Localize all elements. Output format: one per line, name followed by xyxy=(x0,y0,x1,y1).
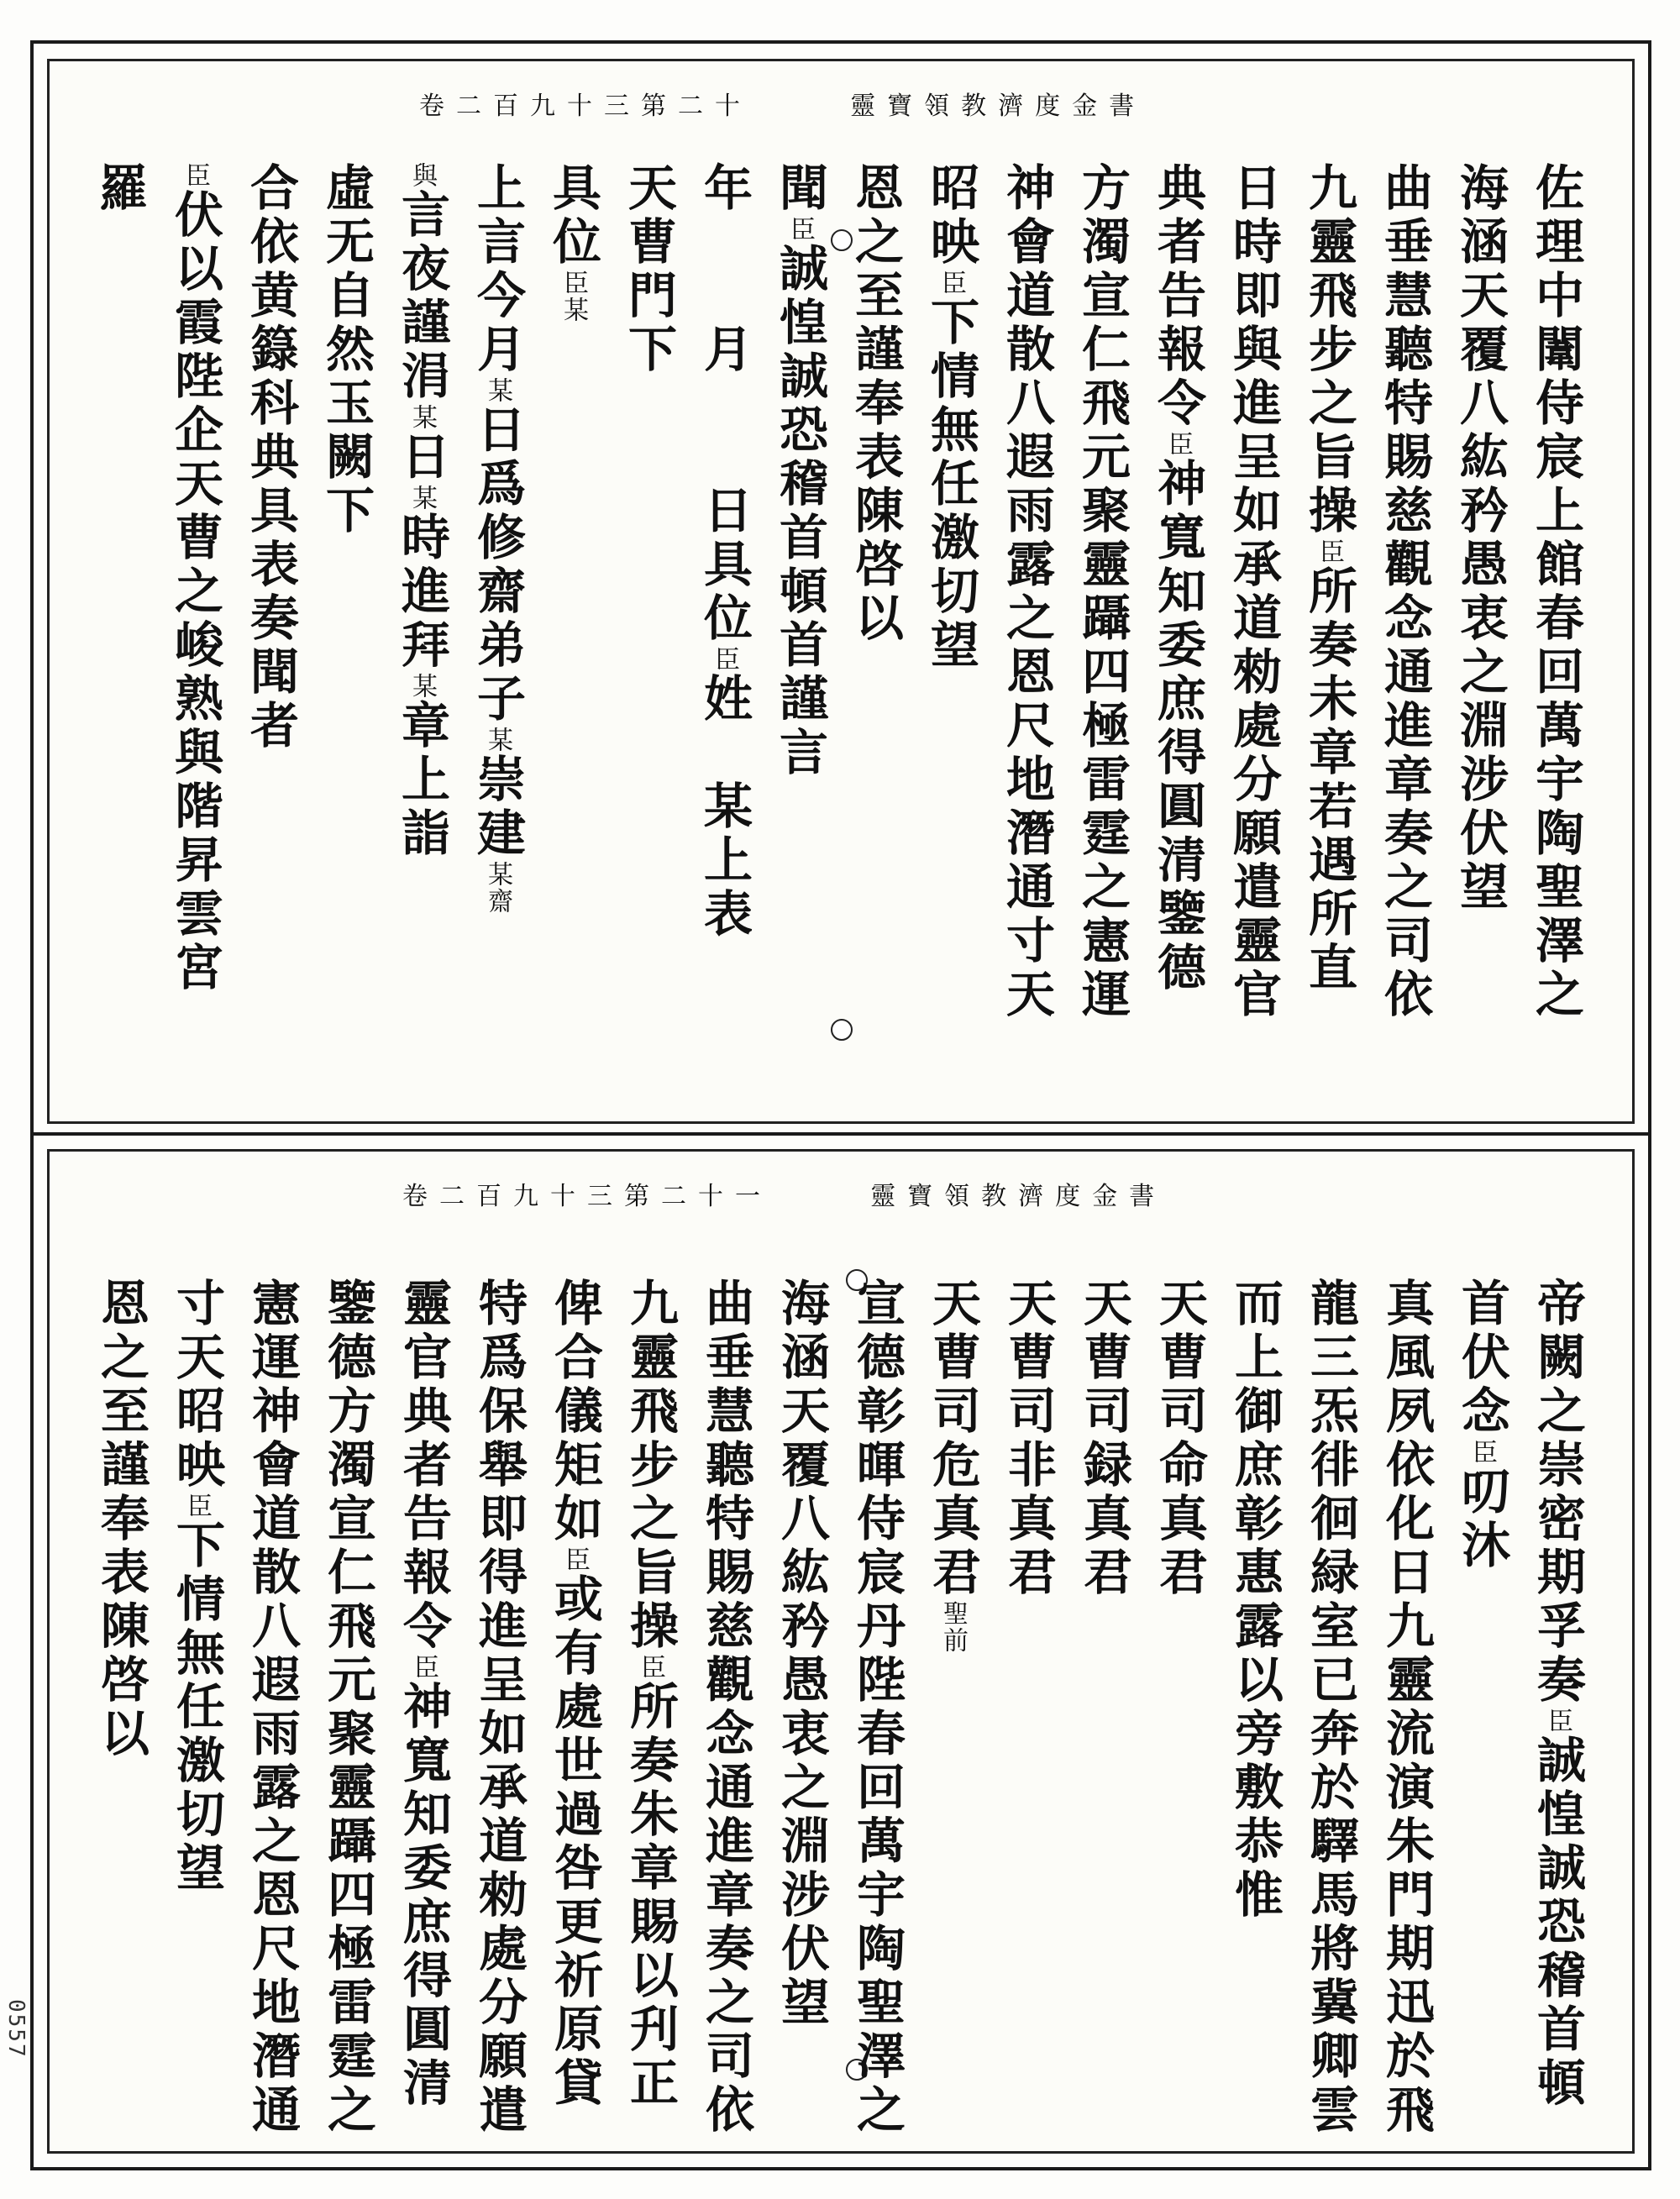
column-note: 某 xyxy=(407,485,437,512)
bottom-page xyxy=(47,1149,1635,2154)
column-text: 海涵天覆八紘矜愚衷之淵涉伏望 xyxy=(1452,162,1509,915)
column-text: 天曹門下 xyxy=(620,162,677,377)
text-column xyxy=(1225,162,1282,1022)
text-column xyxy=(166,162,223,995)
text-column xyxy=(1453,1278,1510,1573)
text-column xyxy=(1149,162,1206,995)
column-note: 臣 xyxy=(937,270,966,297)
text-column xyxy=(1151,1278,1208,1600)
text-column xyxy=(1300,162,1357,995)
text-column xyxy=(696,162,753,942)
column-note: 臣 xyxy=(1543,1708,1572,1735)
column-note: 臣 xyxy=(710,646,739,673)
column-text: 具位 xyxy=(544,162,601,270)
text-column xyxy=(1452,162,1509,915)
text-column xyxy=(1074,162,1131,1022)
bottom-header-volume: 卷二百九十三第二十一 xyxy=(402,1182,772,1211)
column-note: 臣 xyxy=(560,1546,590,1573)
column-text: 日 xyxy=(393,431,450,485)
column-text: 神寬知委庶得圓清鑒德 xyxy=(1149,458,1206,995)
column-text: 羅 xyxy=(91,162,148,216)
column-text: 俾合儀矩如 xyxy=(546,1278,603,1546)
column-text: 日時即與進呈如承道勑處分願遣靈官 xyxy=(1225,162,1282,1022)
top-page-header xyxy=(419,85,1146,122)
column-note: 某 xyxy=(483,727,512,753)
text-column xyxy=(622,1278,679,2111)
text-column xyxy=(771,162,828,780)
column-text: 所奏未章若遇所直 xyxy=(1300,565,1357,995)
column-note: 臣某 xyxy=(559,270,588,323)
text-column xyxy=(1075,1278,1132,1600)
text-column xyxy=(848,1278,906,2138)
column-note: 與 xyxy=(407,162,437,189)
column-note: 臣 xyxy=(636,1654,665,1681)
text-column xyxy=(244,1278,301,2138)
column-text: 時進拜 xyxy=(393,512,450,673)
column-text: 海涵天覆八紘矜愚衷之淵涉伏望 xyxy=(773,1278,830,2030)
text-column xyxy=(924,1278,981,1654)
column-note: 臣 xyxy=(1467,1439,1497,1466)
text-column xyxy=(318,162,375,538)
column-text: 龍三炁徘徊緑室已奔於驛馬將冀卿雲 xyxy=(1302,1278,1359,2138)
column-text: 九靈飛步之旨操 xyxy=(622,1278,679,1654)
text-column xyxy=(620,162,677,377)
column-text: 寸天昭映 xyxy=(168,1278,225,1493)
column-text: 誠惶誠恐稽首頓 xyxy=(1529,1735,1586,2111)
column-text: 所奏朱章賜以刋正 xyxy=(622,1681,679,2111)
top-page xyxy=(47,59,1635,1124)
column-text: 靈官典者告報令 xyxy=(395,1278,452,1654)
text-column xyxy=(697,1278,754,2138)
text-column xyxy=(395,1278,452,2111)
column-note: 聖前 xyxy=(938,1600,968,1654)
punch-hole xyxy=(831,1019,853,1041)
column-text: 姓 某上表 xyxy=(696,673,753,942)
column-note: 某齋 xyxy=(483,861,512,915)
column-text: 恩之至謹奉表陳啓以 xyxy=(92,1278,150,1761)
text-column xyxy=(92,1278,150,1761)
column-text: 典者告報令 xyxy=(1149,162,1206,431)
column-text: 年 月 日具位 xyxy=(696,162,753,646)
column-text: 或有處世過咎更祈原貸 xyxy=(546,1573,603,2111)
text-column xyxy=(998,162,1055,1022)
text-column xyxy=(319,1278,376,2138)
column-note: 臣 xyxy=(181,162,210,189)
bottom-page-header xyxy=(402,1175,1166,1212)
text-column xyxy=(1376,162,1433,1022)
text-column xyxy=(847,162,904,646)
text-column xyxy=(242,162,299,753)
column-text: 神寬知委庶得圓清 xyxy=(395,1681,452,2111)
column-text: 天曹司危真君 xyxy=(924,1278,981,1600)
text-column xyxy=(1302,1278,1359,2138)
text-column xyxy=(393,162,450,861)
column-text: 九靈飛步之旨操 xyxy=(1300,162,1357,538)
column-text: 言夜謹涓 xyxy=(393,189,450,404)
column-text: 曲垂慧聽特賜慈觀念通進章奏之司依 xyxy=(1376,162,1433,1022)
text-column xyxy=(1529,1278,1586,2111)
column-text: 誠惶誠恐稽首頓首謹言 xyxy=(771,243,828,780)
column-note: 臣 xyxy=(182,1493,212,1519)
column-note: 臣 xyxy=(409,1654,438,1681)
page-side-number: 0557 xyxy=(3,1999,29,2059)
text-column xyxy=(922,162,979,673)
column-text: 佐理中闈侍宸上館春回萬宇陶聖澤之 xyxy=(1527,162,1584,1022)
top-header-volume: 卷二百九十三第二十 xyxy=(419,92,752,121)
column-text: 章上詣 xyxy=(393,700,450,861)
column-text: 聞 xyxy=(771,162,828,216)
column-text: 天曹司命真君 xyxy=(1151,1278,1208,1600)
column-note: 臣 xyxy=(1163,431,1193,458)
text-column xyxy=(1226,1278,1284,1923)
column-text: 恩之至謹奉表陳啓以 xyxy=(847,162,904,646)
column-text: 崇建 xyxy=(469,753,526,861)
text-column xyxy=(1527,162,1584,1022)
column-text: 下情無任激切望 xyxy=(168,1519,225,1896)
column-note: 某 xyxy=(483,377,512,404)
column-text: 真風夙依化日九靈流演朱門期迅於飛 xyxy=(1378,1278,1435,2138)
column-note: 某 xyxy=(407,404,437,431)
column-text: 天曹司録真君 xyxy=(1075,1278,1132,1600)
column-text: 虛无自然玉闕下 xyxy=(318,162,375,538)
column-text: 神會道散八遐雨露之恩尺地潛通寸天 xyxy=(998,162,1055,1022)
text-column xyxy=(470,1278,528,2138)
text-column xyxy=(773,1278,830,2030)
bottom-header-book: 靈寶領教濟度金書 xyxy=(870,1182,1167,1211)
column-text: 曲垂慧聽特賜慈觀念通進章奏之司依 xyxy=(697,1278,754,2138)
column-text: 而上御庶彰惠露以旁敷恭惟 xyxy=(1226,1278,1284,1923)
column-text: 帝闕之崇密期孚奏 xyxy=(1529,1278,1586,1708)
column-note: 臣 xyxy=(785,216,815,243)
text-column xyxy=(544,162,601,323)
column-text: 特爲保舉即得進呈如承道勑處分願遣 xyxy=(470,1278,528,2138)
column-text: 下情無任激切望 xyxy=(922,297,979,673)
column-text: 伏以霞陛企天曹之峻熟與階昇雲宮 xyxy=(166,189,223,995)
top-header-book: 靈寶領教濟度金書 xyxy=(850,92,1147,121)
column-text: 首伏念 xyxy=(1453,1278,1510,1439)
column-text: 叨沐 xyxy=(1453,1466,1510,1573)
text-column xyxy=(546,1278,603,2111)
column-text: 昭映 xyxy=(922,162,979,270)
text-column xyxy=(1000,1278,1057,1600)
column-note: 臣 xyxy=(1315,538,1344,565)
text-column xyxy=(1378,1278,1435,2138)
column-text: 方濁宣仁飛元聚靈躡四極雷霆之憲運 xyxy=(1074,162,1131,1022)
column-text: 合依黄籙科典具表奏聞者 xyxy=(242,162,299,753)
page-divider xyxy=(30,1132,1651,1136)
column-note: 某 xyxy=(407,673,437,700)
column-text: 上言今月 xyxy=(469,162,526,377)
column-text: 天曹司非真君 xyxy=(1000,1278,1057,1600)
text-column xyxy=(91,162,148,216)
text-column xyxy=(469,162,526,915)
column-text: 憲運神會道散八遐雨露之恩尺地潛通 xyxy=(244,1278,301,2138)
column-text: 日爲修齋弟子 xyxy=(469,404,526,727)
text-column xyxy=(168,1278,225,1896)
column-text: 宣德彰暉侍宸丹陛春回萬宇陶聖澤之 xyxy=(848,1278,906,2138)
column-text: 鑒德方濁宣仁飛元聚靈躡四極雷霆之 xyxy=(319,1278,376,2138)
